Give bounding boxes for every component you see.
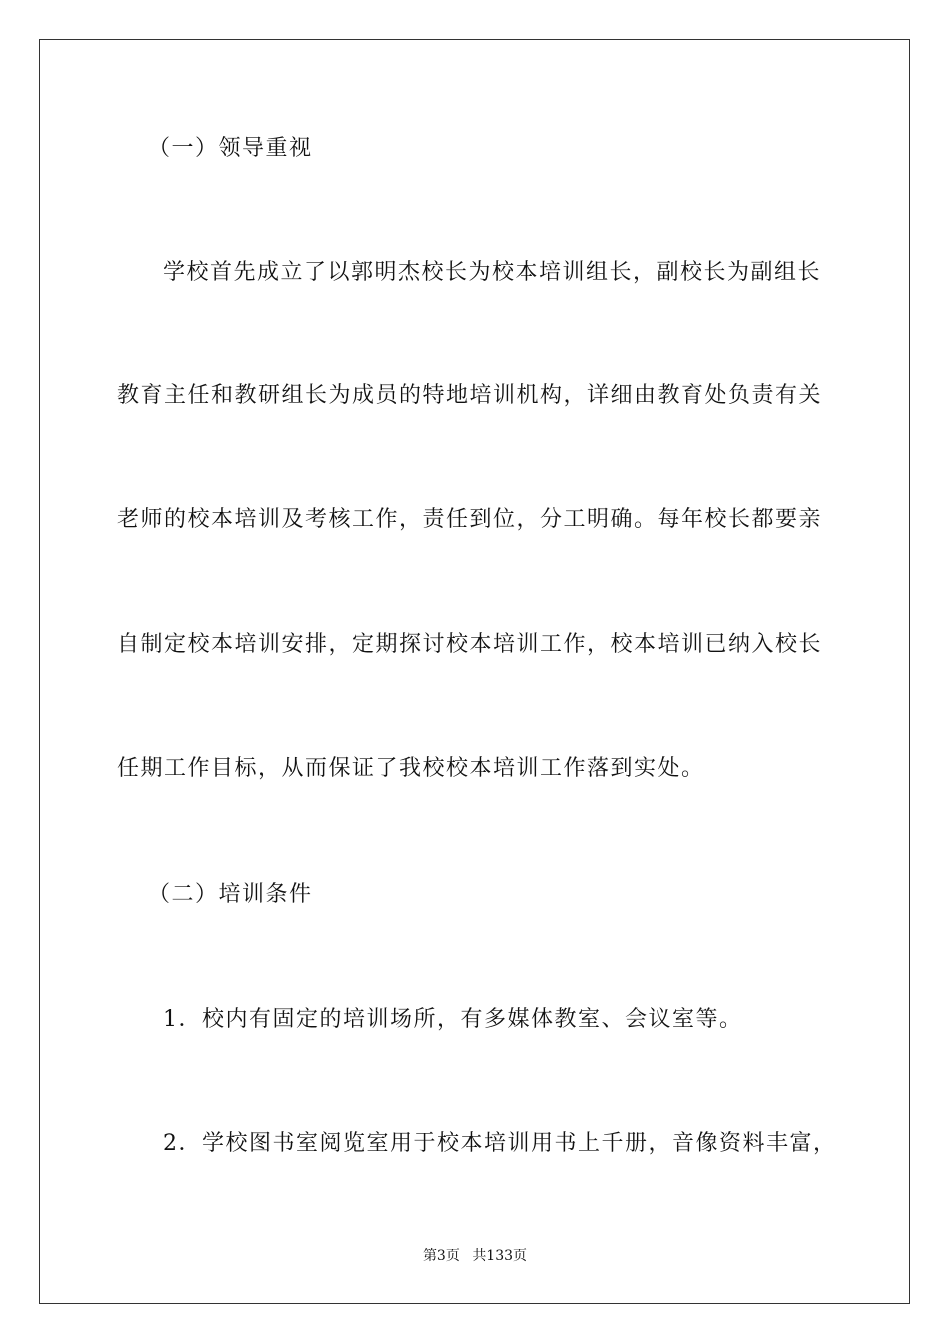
paragraph-line: 教育主任和教研组长为成员的特地培训机构，详细由教育处负责有关	[117, 383, 823, 408]
list-item: 2．学校图书室阅览室用于校本培训用书上千册，音像资料丰富，	[163, 1131, 837, 1156]
page-number: 第3页	[422, 1248, 460, 1264]
section-heading-conditions: （二）培训条件	[148, 882, 313, 907]
list-item: 1．校内有固定的培训场所，有多媒体教室、会议室等。	[163, 1007, 743, 1032]
page-footer	[0, 1247, 950, 1265]
section-heading-leadership: （一）领导重视	[148, 136, 313, 161]
paragraph-line: 学校首先成立了以郭明杰校长为校本培训组长，副校长为副组长	[163, 260, 822, 285]
total-pages: 共133页	[472, 1248, 528, 1264]
page-border	[39, 39, 910, 1304]
paragraph-line: 自制定校本培训安排，定期探讨校本培训工作，校本培训已纳入校长	[117, 632, 823, 657]
paragraph-line: 任期工作目标，从而保证了我校校本培训工作落到实处。	[117, 756, 705, 781]
paragraph-line: 老师的校本培训及考核工作，责任到位，分工明确。每年校长都要亲	[117, 507, 823, 532]
